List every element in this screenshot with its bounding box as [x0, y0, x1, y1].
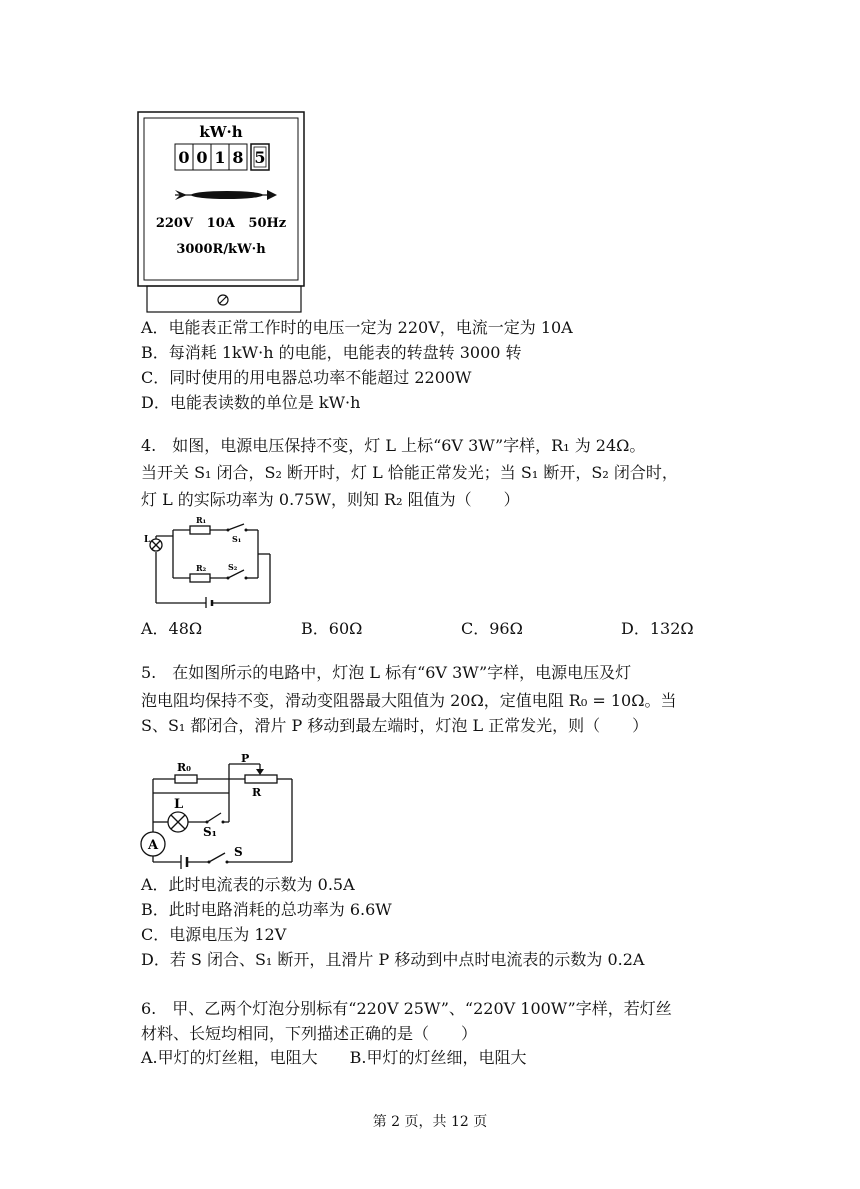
meter-unit: kW·h: [199, 123, 243, 141]
q6-options: A.甲灯的灯丝粗，电阻大 B.甲灯的灯丝细，电阻大: [141, 1048, 527, 1067]
q3-option-d: D．电能表读数的单位是 kW·h: [141, 393, 361, 412]
page-footer: 第 2 页，共 12 页: [372, 1114, 488, 1130]
q5-option-d: D．若 S 闭合、S₁ 断开，且滑片 P 移动到中点时电流表的示数为 0.2A: [141, 950, 645, 969]
q3-option-c: C．同时使用的用电器总功率不能超过 2200W: [141, 368, 472, 387]
q4-circuit-diagram: [140, 512, 280, 608]
q4-stem-line2: 当开关 S₁ 闭合，S₂ 断开时，灯 L 恰能正常发光；当 S₁ 断开，S₂ 闭合时，: [141, 463, 678, 482]
meter-ratings: 220V 10A 50Hz: [155, 216, 287, 231]
meter-digit: 1: [214, 148, 226, 167]
meter-digit: 8: [232, 148, 244, 167]
ammeter-icon: A: [147, 838, 159, 853]
label-s1: S₁: [203, 825, 217, 839]
meter-digit: 0: [178, 148, 190, 167]
q5-stem-line2: 泡电阻均保持不变，滑动变阻器最大阻值为 20Ω，定值电阻 R₀ = 10Ω。当: [141, 691, 677, 710]
label-s: S: [234, 845, 243, 859]
meter-constant: 3000R/kW·h: [176, 242, 266, 257]
q5-circuit-diagram: [137, 752, 297, 870]
label-r1: R₁: [196, 515, 207, 525]
label-r2: R₂: [196, 563, 207, 573]
label-lamp: L: [144, 535, 151, 545]
label-r0: R₀: [177, 761, 191, 774]
q5-option-b: B．此时电路消耗的总功率为 6.6W: [141, 900, 392, 919]
rotating-disc-icon: [175, 190, 277, 200]
q5-stem-line1: 5. 在如图所示的电路中，灯泡 L 标有“6V 3W”字样，电源电压及灯: [141, 663, 632, 682]
q4-option-c: C．96Ω: [461, 619, 523, 638]
q3-option-b: B．每消耗 1kW·h 的电能，电能表的转盘转 3000 转: [141, 343, 522, 362]
q4-option-d: D．132Ω: [621, 619, 694, 638]
electric-meter-figure: [135, 110, 310, 315]
q5-option-a: A．此时电流表的示数为 0.5A: [141, 875, 355, 894]
meter-digit-display: [175, 144, 269, 170]
label-p: P: [241, 752, 250, 765]
meter-digit: 5: [254, 148, 266, 167]
screw-icon: [218, 295, 228, 305]
label-r: R: [252, 786, 262, 799]
q4-stem-line3: 灯 L 的实际功率为 0.75W，则知 R₂ 阻值为（ ）: [141, 490, 520, 509]
q5-option-c: C．电源电压为 12V: [141, 925, 287, 944]
label-s1: S₁: [232, 534, 242, 544]
q4-option-b: B．60Ω: [301, 619, 363, 638]
q6-stem-line1: 6. 甲、乙两个灯泡分别标有“220V 25W”、“220V 100W”字样，若灯丝: [141, 999, 672, 1018]
q4-stem-line1: 4. 如图，电源电压保持不变，灯 L 上标“6V 3W”字样，R₁ 为 24Ω。: [141, 436, 646, 455]
label-lamp: L: [174, 797, 184, 812]
q4-option-a: A．48Ω: [141, 619, 203, 638]
q5-stem-line3: S、S₁ 都闭合，滑片 P 移动到最左端时，灯泡 L 正常发光，则（ ）: [141, 716, 649, 735]
q6-stem-line2: 材料、长短均相同，下列描述正确的是（ ）: [141, 1024, 478, 1043]
meter-digit: 0: [196, 148, 208, 167]
q3-option-a: A．电能表正常工作时的电压一定为 220V，电流一定为 10A: [141, 318, 573, 337]
label-s2: S₂: [228, 562, 238, 572]
